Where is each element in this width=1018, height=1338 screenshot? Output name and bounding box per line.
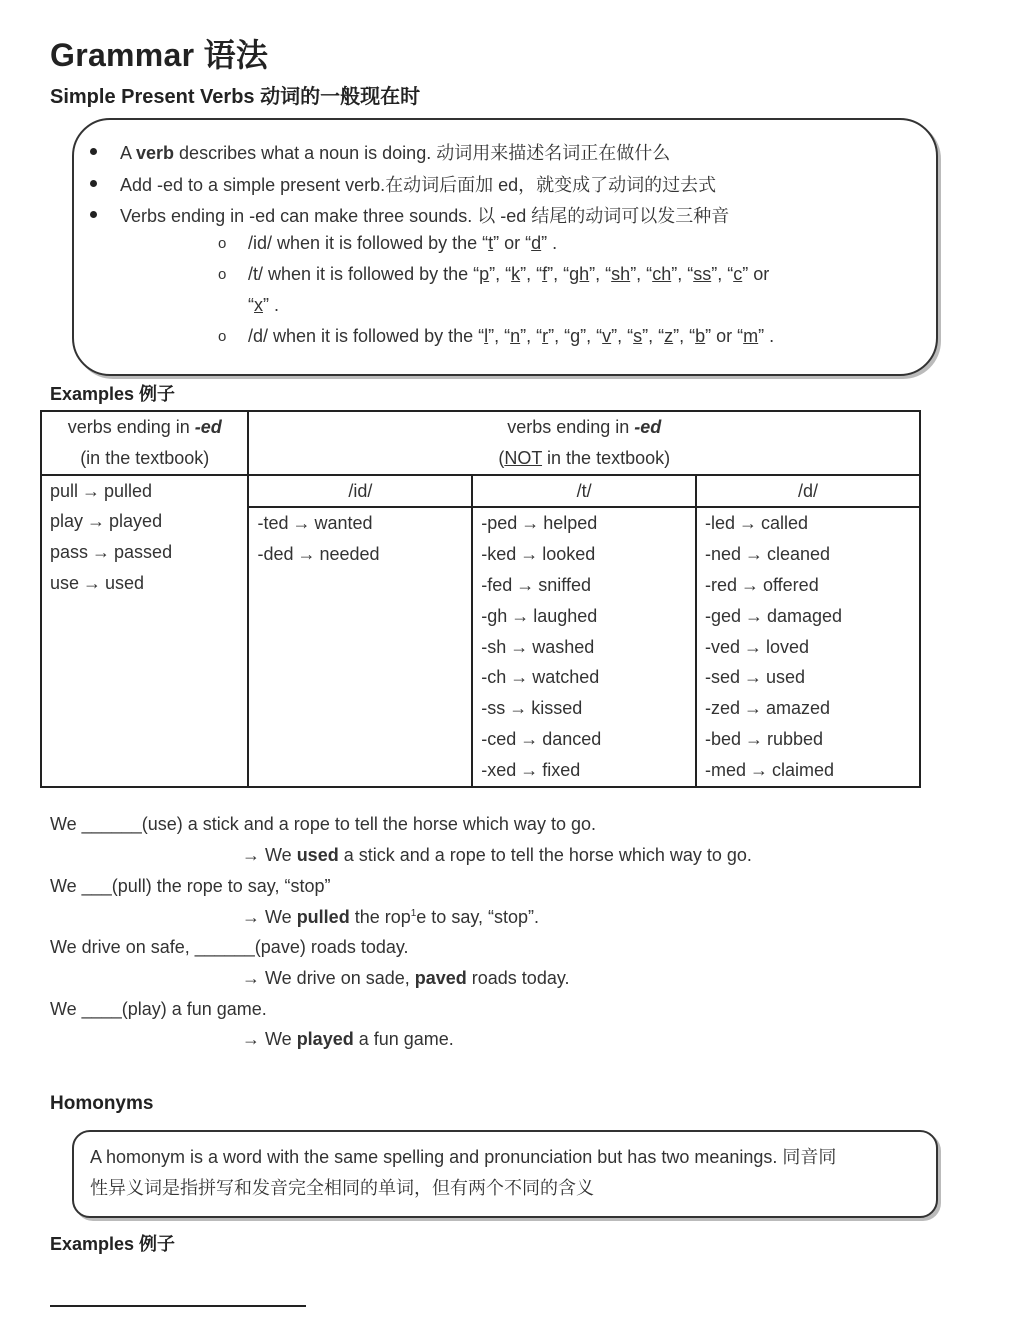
header-id-sound: /id/ (248, 475, 472, 508)
verb-pair: -gh → laughed (481, 605, 598, 626)
rule-d-sound: /d/ when it is followed by the “l”, “n”, “r”, “g”, “v”, “s”, “z”, “b” or “m” . (248, 326, 775, 346)
arrow-icon: → (749, 759, 768, 780)
exercise-answer: → We used a stick and a rope to tell the horse which way to go. (242, 845, 752, 865)
verb-pair: play → played (50, 511, 163, 532)
homonym-definition-line1: A homonym is a word with the same spelling and pronunciation but has two meanings. 同音同 (90, 1147, 837, 1167)
arrow-icon: → (521, 513, 540, 534)
id-verbs-cell (248, 507, 472, 786)
arrow-icon: → (83, 572, 102, 593)
arrow-icon: → (297, 544, 316, 565)
t-verbs-cell (472, 507, 696, 786)
arrow-icon: → (292, 513, 311, 534)
verb-pair: pull → pulled (50, 480, 153, 501)
header-d-sound: /d/ (696, 475, 920, 508)
verb-pair: -red → offered (704, 574, 819, 595)
verb-pair: -ced → danced (481, 728, 602, 749)
arrow-icon: → (520, 728, 539, 749)
bullet-icon (90, 211, 97, 218)
arrow-icon: → (745, 728, 763, 749)
arrow-icon: → (743, 667, 762, 688)
arrow-icon: → (738, 513, 757, 534)
verb-pair: -ss → kissed (481, 698, 583, 719)
verb-pair: -ged → damaged (704, 605, 843, 626)
header-t-sound: /t/ (472, 475, 696, 508)
exercise-answer: → We drive on sade, paved roads today. (242, 968, 570, 988)
arrow-icon: → (511, 605, 530, 626)
exercise-question: We drive on safe, ______(pave) roads today. (50, 937, 409, 957)
verb-pair: -ped → helped (481, 513, 598, 534)
rule-add-ed: Add -ed to a simple present verb.在动词后面加 ed，就变成了动词的过去式 (120, 175, 717, 195)
verb-pair: -ch → watched (481, 667, 600, 688)
examples-heading: Examples 例子 (50, 384, 176, 404)
homonym-definition-line2: 性异义词是指拼写和发音完全相同的单词，但有两个不同的含义 (90, 1178, 594, 1198)
page-title: Grammar 语法 (50, 37, 269, 73)
verb-pair: -med → claimed (704, 759, 835, 780)
verb-pair: -sh → washed (481, 636, 595, 657)
arrow-icon: → (509, 698, 528, 719)
verb-ending-table (40, 410, 921, 788)
verb-pair: -ted → wanted (257, 513, 373, 534)
exercise-question: We ____(play) a fun game. (50, 999, 267, 1019)
arrow-icon: → (743, 636, 762, 657)
verb-pair: -fed → sniffed (481, 574, 591, 595)
verb-pair: -bed → rubbed (704, 728, 824, 749)
verb-pair: -ked → looked (481, 544, 596, 565)
arrow-icon: → (510, 667, 529, 688)
bullet-icon (90, 180, 97, 187)
rule-id-sound: /id/ when it is followed by the “t” or “d” . (248, 233, 558, 253)
bullet-icon (90, 148, 97, 155)
circle-bullet-icon: o (218, 328, 227, 345)
circle-bullet-icon: o (218, 266, 227, 283)
exercise-answer: → We played a fun game. (242, 1029, 454, 1049)
verb-pair: -led → called (704, 513, 809, 534)
rule-verb: A verb describes what a noun is doing. 动词用来描述名词正在做什么 (120, 143, 671, 163)
homonyms-heading: Homonyms (50, 1093, 154, 1114)
verb-pair: -ned → cleaned (704, 544, 831, 565)
footnote-divider (50, 1305, 306, 1307)
textbook-verbs-cell (41, 475, 248, 787)
arrow-icon: → (510, 636, 529, 657)
arrow-icon: → (745, 605, 763, 626)
rule-three-sounds: Verbs ending in -ed can make three sounds. 以 -ed 结尾的动词可以发三种音 (120, 206, 730, 226)
arrow-icon: → (87, 511, 106, 532)
arrow-icon: → (743, 698, 762, 719)
arrow-icon: → (745, 544, 763, 565)
arrow-icon: → (82, 480, 101, 501)
arrow-icon: → (520, 759, 539, 780)
exercise-question: We ______(use) a stick and a rope to tell the horse which way to go. (50, 814, 596, 834)
verb-pair: -sed → used (704, 667, 806, 688)
d-verbs-cell (696, 507, 920, 786)
arrow-icon: → (740, 574, 759, 595)
verb-pair: -xed → fixed (481, 759, 581, 780)
verb-pair: -zed → amazed (704, 698, 831, 719)
homonym-examples-heading: Examples 例子 (50, 1234, 176, 1254)
header-textbook: verbs ending in -ed (in the textbook) (41, 411, 248, 475)
exercise-question: We ___(pull) the rope to say, “stop” (50, 876, 331, 896)
arrow-icon: → (516, 574, 535, 595)
rule-t-sound: /t/ when it is followed by the “p”, “k”, “f”, “gh”, “sh”, “ch”, “ss”, “c” or (248, 264, 770, 284)
verb-pair: pass → passed (50, 542, 173, 563)
arrow-icon: → (92, 542, 111, 563)
section-subtitle: Simple Present Verbs 动词的一般现在时 (50, 86, 421, 108)
header-not-textbook: verbs ending in -ed (NOT in the textbook) (248, 411, 920, 475)
verb-pair: use → used (50, 572, 145, 593)
arrow-icon: → (520, 544, 539, 565)
verb-pair: -ved → loved (704, 636, 810, 657)
verb-pair: -ded → needed (257, 544, 380, 565)
rule-t-sound-continued: “x” . (248, 295, 279, 315)
exercise-answer: → We pulled the rop$^1$e to say, “stop”. (242, 907, 540, 927)
circle-bullet-icon: o (218, 235, 227, 252)
